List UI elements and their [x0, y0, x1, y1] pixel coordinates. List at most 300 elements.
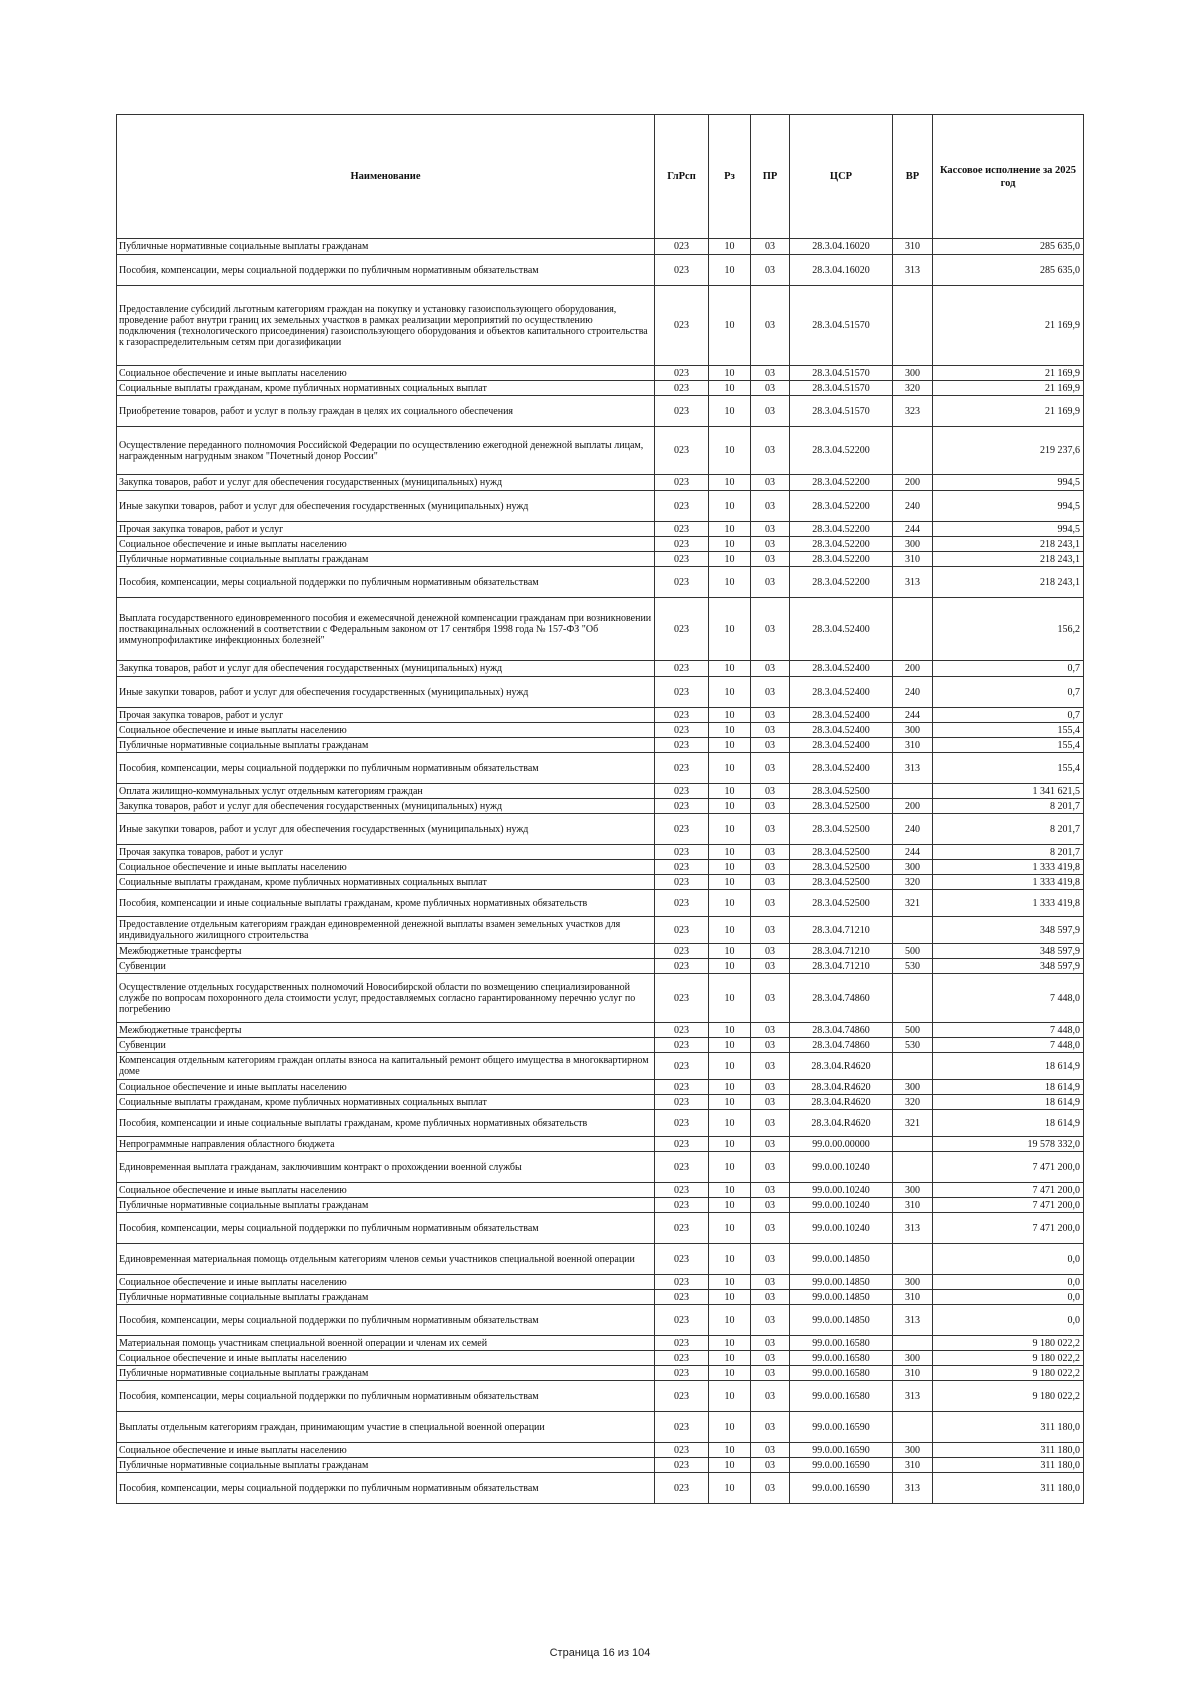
cell-name: Приобретение товаров, работ и услуг в пользу граждан в целях их социального обеспечения — [117, 396, 655, 427]
cell-amount: 218 243,1 — [933, 537, 1084, 552]
cell-pr: 03 — [751, 1412, 790, 1443]
cell-pr: 03 — [751, 875, 790, 890]
cell-rz: 10 — [709, 427, 751, 475]
cell-vr — [893, 427, 933, 475]
cell-name: Осуществление отдельных государственных полномочий Новосибирской области по возмещению специализированной службе по вопросам похоронного дела стоимости услуг, предоставляемых согласно гарантированному перечню услуг по погребению — [117, 974, 655, 1023]
cell-name: Публичные нормативные социальные выплаты гражданам — [117, 738, 655, 753]
cell-csr: 28.3.04.74860 — [790, 974, 893, 1023]
table-row — [117, 366, 1084, 381]
table-row — [117, 1213, 1084, 1244]
cell-name: Социальные выплаты гражданам, кроме публичных нормативных социальных выплат — [117, 1095, 655, 1110]
table-row — [117, 1351, 1084, 1366]
cell-csr: 28.3.04.71210 — [790, 959, 893, 974]
cell-amount: 348 597,9 — [933, 944, 1084, 959]
cell-name: Единовременная материальная помощь отдельным категориям членов семьи участников специальной военной операции — [117, 1244, 655, 1275]
header-pr: ПР — [751, 115, 790, 239]
cell-vr: 300 — [893, 366, 933, 381]
cell-amount: 1 333 419,8 — [933, 875, 1084, 890]
cell-rz: 10 — [709, 1458, 751, 1473]
cell-csr: 28.3.04.52500 — [790, 875, 893, 890]
cell-vr — [893, 286, 933, 366]
cell-rz: 10 — [709, 1351, 751, 1366]
cell-pr: 03 — [751, 1305, 790, 1336]
cell-rz: 10 — [709, 1095, 751, 1110]
cell-pr: 03 — [751, 1366, 790, 1381]
cell-rz: 10 — [709, 239, 751, 255]
table-row — [117, 917, 1084, 944]
cell-glrsp: 023 — [655, 738, 709, 753]
cell-glrsp: 023 — [655, 1412, 709, 1443]
cell-vr: 200 — [893, 799, 933, 814]
cell-name: Материальная помощь участникам специальной военной операции и членам их семей — [117, 1336, 655, 1351]
cell-name: Социальное обеспечение и иные выплаты населению — [117, 366, 655, 381]
cell-vr: 313 — [893, 1305, 933, 1336]
cell-amount: 0,0 — [933, 1244, 1084, 1275]
cell-csr: 28.3.04.51570 — [790, 286, 893, 366]
cell-glrsp: 023 — [655, 1137, 709, 1152]
cell-csr: 28.3.04.52500 — [790, 845, 893, 860]
cell-glrsp: 023 — [655, 799, 709, 814]
cell-vr: 321 — [893, 890, 933, 917]
cell-pr: 03 — [751, 396, 790, 427]
cell-pr: 03 — [751, 491, 790, 522]
cell-pr: 03 — [751, 1381, 790, 1412]
cell-vr: 300 — [893, 1183, 933, 1198]
cell-csr: 28.3.04.71210 — [790, 917, 893, 944]
cell-name: Пособия, компенсации, меры социальной поддержки по публичным нормативным обязательствам — [117, 567, 655, 598]
cell-rz: 10 — [709, 366, 751, 381]
cell-pr: 03 — [751, 959, 790, 974]
cell-csr: 28.3.04.52200 — [790, 537, 893, 552]
cell-pr: 03 — [751, 1473, 790, 1504]
table-row — [117, 860, 1084, 875]
table-row — [117, 1443, 1084, 1458]
table-row — [117, 708, 1084, 723]
cell-glrsp: 023 — [655, 890, 709, 917]
cell-vr: 313 — [893, 1381, 933, 1412]
cell-vr: 313 — [893, 255, 933, 286]
cell-csr: 28.3.04.52200 — [790, 522, 893, 537]
cell-pr: 03 — [751, 381, 790, 396]
table-row — [117, 738, 1084, 753]
cell-csr: 28.3.04.52400 — [790, 723, 893, 738]
cell-name: Социальное обеспечение и иные выплаты населению — [117, 723, 655, 738]
cell-vr: 310 — [893, 552, 933, 567]
cell-vr — [893, 1053, 933, 1080]
cell-amount: 7 448,0 — [933, 1023, 1084, 1038]
cell-name: Выплаты отдельным категориям граждан, принимающим участие в специальной военной операции — [117, 1412, 655, 1443]
cell-rz: 10 — [709, 1038, 751, 1053]
cell-glrsp: 023 — [655, 522, 709, 537]
cell-vr: 300 — [893, 1443, 933, 1458]
cell-csr: 99.0.00.16580 — [790, 1336, 893, 1351]
cell-rz: 10 — [709, 255, 751, 286]
cell-amount: 285 635,0 — [933, 255, 1084, 286]
cell-amount: 9 180 022,2 — [933, 1366, 1084, 1381]
cell-rz: 10 — [709, 784, 751, 799]
cell-glrsp: 023 — [655, 1244, 709, 1275]
cell-name: Оплата жилищно-коммунальных услуг отдельным категориям граждан — [117, 784, 655, 799]
table-row — [117, 1381, 1084, 1412]
cell-glrsp: 023 — [655, 1110, 709, 1137]
cell-name: Прочая закупка товаров, работ и услуг — [117, 522, 655, 537]
cell-csr: 28.3.04.51570 — [790, 366, 893, 381]
cell-amount: 0,0 — [933, 1275, 1084, 1290]
cell-name: Непрограммные направления областного бюджета — [117, 1137, 655, 1152]
cell-pr: 03 — [751, 522, 790, 537]
cell-amount: 7 448,0 — [933, 974, 1084, 1023]
cell-glrsp: 023 — [655, 286, 709, 366]
cell-rz: 10 — [709, 917, 751, 944]
table-header-row — [117, 115, 1084, 239]
cell-name: Прочая закупка товаров, работ и услуг — [117, 708, 655, 723]
cell-csr: 28.3.04.R4620 — [790, 1110, 893, 1137]
cell-glrsp: 023 — [655, 1152, 709, 1183]
cell-glrsp: 023 — [655, 1290, 709, 1305]
table-row — [117, 522, 1084, 537]
cell-csr: 28.3.04.R4620 — [790, 1053, 893, 1080]
cell-name: Иные закупки товаров, работ и услуг для обеспечения государственных (муниципальных) нужд — [117, 814, 655, 845]
cell-glrsp: 023 — [655, 567, 709, 598]
cell-amount: 311 180,0 — [933, 1412, 1084, 1443]
cell-name: Единовременная выплата гражданам, заключившим контракт о прохождении военной службы — [117, 1152, 655, 1183]
table-body — [117, 239, 1084, 1504]
cell-pr: 03 — [751, 1053, 790, 1080]
table-row — [117, 381, 1084, 396]
cell-vr: 300 — [893, 537, 933, 552]
cell-name: Закупка товаров, работ и услуг для обеспечения государственных (муниципальных) нужд — [117, 475, 655, 491]
cell-glrsp: 023 — [655, 1080, 709, 1095]
cell-pr: 03 — [751, 799, 790, 814]
cell-amount: 0,0 — [933, 1290, 1084, 1305]
table-row — [117, 239, 1084, 255]
cell-amount: 9 180 022,2 — [933, 1381, 1084, 1412]
cell-pr: 03 — [751, 366, 790, 381]
cell-vr: 310 — [893, 1290, 933, 1305]
cell-amount: 1 333 419,8 — [933, 890, 1084, 917]
cell-amount: 21 169,9 — [933, 396, 1084, 427]
cell-vr: 300 — [893, 1080, 933, 1095]
cell-name: Публичные нормативные социальные выплаты гражданам — [117, 1458, 655, 1473]
cell-rz: 10 — [709, 1381, 751, 1412]
cell-vr — [893, 1244, 933, 1275]
cell-amount: 21 169,9 — [933, 286, 1084, 366]
table-row — [117, 753, 1084, 784]
cell-name: Публичные нормативные социальные выплаты гражданам — [117, 239, 655, 255]
cell-amount: 8 201,7 — [933, 799, 1084, 814]
cell-vr: 300 — [893, 723, 933, 738]
cell-glrsp: 023 — [655, 1336, 709, 1351]
cell-pr: 03 — [751, 974, 790, 1023]
cell-amount: 21 169,9 — [933, 366, 1084, 381]
cell-pr: 03 — [751, 814, 790, 845]
cell-vr: 313 — [893, 753, 933, 784]
cell-csr: 99.0.00.10240 — [790, 1183, 893, 1198]
cell-pr: 03 — [751, 1244, 790, 1275]
cell-rz: 10 — [709, 567, 751, 598]
cell-amount: 1 333 419,8 — [933, 860, 1084, 875]
cell-amount: 19 578 332,0 — [933, 1137, 1084, 1152]
cell-csr: 28.3.04.52200 — [790, 475, 893, 491]
cell-pr: 03 — [751, 1443, 790, 1458]
cell-csr: 28.3.04.52400 — [790, 598, 893, 661]
cell-rz: 10 — [709, 1053, 751, 1080]
cell-glrsp: 023 — [655, 814, 709, 845]
cell-vr — [893, 1152, 933, 1183]
cell-csr: 99.0.00.10240 — [790, 1198, 893, 1213]
cell-rz: 10 — [709, 738, 751, 753]
table-row — [117, 1038, 1084, 1053]
cell-vr: 240 — [893, 814, 933, 845]
cell-name: Социальное обеспечение и иные выплаты населению — [117, 1080, 655, 1095]
cell-glrsp: 023 — [655, 784, 709, 799]
cell-glrsp: 023 — [655, 1473, 709, 1504]
cell-glrsp: 023 — [655, 552, 709, 567]
cell-name: Межбюджетные трансферты — [117, 1023, 655, 1038]
table-row — [117, 845, 1084, 860]
cell-pr: 03 — [751, 1152, 790, 1183]
cell-glrsp: 023 — [655, 1366, 709, 1381]
cell-amount: 0,7 — [933, 661, 1084, 677]
cell-rz: 10 — [709, 753, 751, 784]
cell-csr: 99.0.00.16590 — [790, 1412, 893, 1443]
cell-name: Предоставление субсидий льготным категориям граждан на покупку и установку газоиспользующего оборудования, проведение работ внутри границ их земельных участков в рамках реализации мероприятий по осуществлению подключения (технологического присоединения) газоиспользующего оборудования и объектов капитального строительства к газораспределительным сетям при догазификации — [117, 286, 655, 366]
cell-csr: 99.0.00.14850 — [790, 1290, 893, 1305]
cell-csr: 28.3.04.52400 — [790, 738, 893, 753]
cell-name: Социальные выплаты гражданам, кроме публичных нормативных социальных выплат — [117, 381, 655, 396]
cell-glrsp: 023 — [655, 1183, 709, 1198]
budget-execution-table — [116, 114, 1084, 1504]
cell-rz: 10 — [709, 814, 751, 845]
cell-csr: 99.0.00.10240 — [790, 1152, 893, 1183]
cell-pr: 03 — [751, 1290, 790, 1305]
cell-vr: 530 — [893, 1038, 933, 1053]
cell-amount: 7 471 200,0 — [933, 1183, 1084, 1198]
cell-glrsp: 023 — [655, 1213, 709, 1244]
cell-name: Социальное обеспечение и иные выплаты населению — [117, 1183, 655, 1198]
table-row — [117, 1275, 1084, 1290]
cell-pr: 03 — [751, 1183, 790, 1198]
cell-rz: 10 — [709, 598, 751, 661]
table-row — [117, 784, 1084, 799]
cell-rz: 10 — [709, 974, 751, 1023]
table-row — [117, 427, 1084, 475]
cell-glrsp: 023 — [655, 239, 709, 255]
cell-rz: 10 — [709, 1305, 751, 1336]
cell-pr: 03 — [751, 552, 790, 567]
cell-rz: 10 — [709, 381, 751, 396]
cell-csr: 28.3.04.52500 — [790, 799, 893, 814]
cell-rz: 10 — [709, 1213, 751, 1244]
cell-vr: 244 — [893, 522, 933, 537]
cell-amount: 18 614,9 — [933, 1053, 1084, 1080]
cell-glrsp: 023 — [655, 427, 709, 475]
cell-name: Межбюджетные трансферты — [117, 944, 655, 959]
cell-rz: 10 — [709, 1336, 751, 1351]
cell-amount: 7 471 200,0 — [933, 1152, 1084, 1183]
cell-amount: 348 597,9 — [933, 959, 1084, 974]
header-glrsp: ГлРсп — [655, 115, 709, 239]
cell-glrsp: 023 — [655, 1198, 709, 1213]
cell-vr: 200 — [893, 661, 933, 677]
cell-pr: 03 — [751, 255, 790, 286]
cell-name: Осуществление переданного полномочия Российской Федерации по осуществлению ежегодной денежной выплаты лицам, награжденным нагрудным знаком "Почетный донор России" — [117, 427, 655, 475]
cell-vr: 240 — [893, 491, 933, 522]
cell-csr: 99.0.00.14850 — [790, 1305, 893, 1336]
cell-vr — [893, 1137, 933, 1152]
cell-csr: 99.0.00.16590 — [790, 1443, 893, 1458]
cell-vr: 313 — [893, 567, 933, 598]
cell-vr: 244 — [893, 708, 933, 723]
cell-rz: 10 — [709, 286, 751, 366]
table-row — [117, 1290, 1084, 1305]
cell-vr: 300 — [893, 1275, 933, 1290]
cell-amount: 994,5 — [933, 475, 1084, 491]
table-row — [117, 1366, 1084, 1381]
cell-csr: 99.0.00.16580 — [790, 1381, 893, 1412]
cell-amount: 994,5 — [933, 491, 1084, 522]
cell-pr: 03 — [751, 1080, 790, 1095]
cell-name: Пособия, компенсации и иные социальные выплаты гражданам, кроме публичных нормативных обязательств — [117, 890, 655, 917]
cell-amount: 21 169,9 — [933, 381, 1084, 396]
table-row — [117, 567, 1084, 598]
cell-pr: 03 — [751, 1110, 790, 1137]
table-row — [117, 1095, 1084, 1110]
cell-pr: 03 — [751, 567, 790, 598]
cell-rz: 10 — [709, 845, 751, 860]
cell-amount: 155,4 — [933, 753, 1084, 784]
cell-vr: 310 — [893, 239, 933, 255]
cell-pr: 03 — [751, 738, 790, 753]
cell-csr: 28.3.04.71210 — [790, 944, 893, 959]
cell-vr: 244 — [893, 845, 933, 860]
cell-csr: 28.3.04.52200 — [790, 427, 893, 475]
cell-rz: 10 — [709, 708, 751, 723]
cell-pr: 03 — [751, 753, 790, 784]
cell-amount: 0,7 — [933, 677, 1084, 708]
cell-vr — [893, 784, 933, 799]
header-vr: ВР — [893, 115, 933, 239]
cell-rz: 10 — [709, 552, 751, 567]
cell-amount: 155,4 — [933, 738, 1084, 753]
cell-rz: 10 — [709, 1412, 751, 1443]
cell-pr: 03 — [751, 1275, 790, 1290]
cell-amount: 218 243,1 — [933, 567, 1084, 598]
cell-pr: 03 — [751, 1095, 790, 1110]
table-row — [117, 1023, 1084, 1038]
cell-rz: 10 — [709, 1110, 751, 1137]
cell-name: Публичные нормативные социальные выплаты гражданам — [117, 1366, 655, 1381]
table-row — [117, 537, 1084, 552]
cell-amount: 18 614,9 — [933, 1095, 1084, 1110]
cell-csr: 28.3.04.52400 — [790, 677, 893, 708]
table-row — [117, 677, 1084, 708]
cell-glrsp: 023 — [655, 1095, 709, 1110]
cell-pr: 03 — [751, 1213, 790, 1244]
cell-vr: 240 — [893, 677, 933, 708]
cell-pr: 03 — [751, 890, 790, 917]
cell-name: Пособия, компенсации, меры социальной поддержки по публичным нормативным обязательствам — [117, 1381, 655, 1412]
cell-name: Субвенции — [117, 959, 655, 974]
cell-rz: 10 — [709, 1275, 751, 1290]
cell-glrsp: 023 — [655, 537, 709, 552]
table-row — [117, 255, 1084, 286]
cell-vr: 321 — [893, 1110, 933, 1137]
cell-name: Пособия, компенсации и иные социальные выплаты гражданам, кроме публичных нормативных обязательств — [117, 1110, 655, 1137]
cell-csr: 28.3.04.52200 — [790, 552, 893, 567]
cell-name: Пособия, компенсации, меры социальной поддержки по публичным нормативным обязательствам — [117, 255, 655, 286]
table-row — [117, 1244, 1084, 1275]
cell-pr: 03 — [751, 239, 790, 255]
table-row — [117, 1458, 1084, 1473]
page-number: Страница 16 из 104 — [549, 1647, 651, 1659]
cell-vr: 300 — [893, 1351, 933, 1366]
cell-rz: 10 — [709, 1443, 751, 1458]
cell-pr: 03 — [751, 917, 790, 944]
table-row — [117, 475, 1084, 491]
cell-rz: 10 — [709, 661, 751, 677]
cell-amount: 7 471 200,0 — [933, 1213, 1084, 1244]
table-row — [117, 598, 1084, 661]
cell-amount: 7 448,0 — [933, 1038, 1084, 1053]
cell-rz: 10 — [709, 875, 751, 890]
cell-rz: 10 — [709, 959, 751, 974]
cell-name: Закупка товаров, работ и услуг для обеспечения государственных (муниципальных) нужд — [117, 661, 655, 677]
cell-rz: 10 — [709, 475, 751, 491]
cell-csr: 28.3.04.16020 — [790, 255, 893, 286]
cell-vr — [893, 917, 933, 944]
cell-csr: 99.0.00.00000 — [790, 1137, 893, 1152]
cell-vr: 200 — [893, 475, 933, 491]
cell-rz: 10 — [709, 1080, 751, 1095]
cell-glrsp: 023 — [655, 661, 709, 677]
cell-csr: 28.3.04.R4620 — [790, 1080, 893, 1095]
cell-glrsp: 023 — [655, 875, 709, 890]
cell-csr: 99.0.00.16580 — [790, 1351, 893, 1366]
cell-pr: 03 — [751, 1137, 790, 1152]
table-row — [117, 396, 1084, 427]
header-amount: Кассовое исполнение за 2025 год — [933, 115, 1084, 239]
cell-name: Социальное обеспечение и иные выплаты населению — [117, 1275, 655, 1290]
cell-pr: 03 — [751, 944, 790, 959]
cell-name: Публичные нормативные социальные выплаты гражданам — [117, 552, 655, 567]
cell-glrsp: 023 — [655, 475, 709, 491]
cell-glrsp: 023 — [655, 917, 709, 944]
cell-csr: 28.3.04.52400 — [790, 708, 893, 723]
cell-amount: 994,5 — [933, 522, 1084, 537]
cell-rz: 10 — [709, 1244, 751, 1275]
cell-rz: 10 — [709, 1366, 751, 1381]
cell-name: Закупка товаров, работ и услуг для обеспечения государственных (муниципальных) нужд — [117, 799, 655, 814]
cell-vr: 310 — [893, 1198, 933, 1213]
cell-amount: 18 614,9 — [933, 1080, 1084, 1095]
cell-name: Выплата государственного единовременного пособия и ежемесячной денежной компенсации гражданам при возникновении поствакцинальных осложнений в соответствии с Федеральным законом от 17 сентября 1998 года № 157-ФЗ "Об иммунопрофилактике инфекционных болезней" — [117, 598, 655, 661]
cell-name: Социальное обеспечение и иные выплаты населению — [117, 537, 655, 552]
cell-rz: 10 — [709, 890, 751, 917]
cell-csr: 28.3.04.52500 — [790, 860, 893, 875]
cell-vr — [893, 1412, 933, 1443]
cell-amount: 156,2 — [933, 598, 1084, 661]
table-row — [117, 959, 1084, 974]
cell-vr: 300 — [893, 860, 933, 875]
cell-csr: 99.0.00.14850 — [790, 1244, 893, 1275]
header-csr: ЦСР — [790, 115, 893, 239]
cell-glrsp: 023 — [655, 1023, 709, 1038]
table-row — [117, 890, 1084, 917]
cell-glrsp: 023 — [655, 845, 709, 860]
cell-rz: 10 — [709, 677, 751, 708]
cell-amount: 155,4 — [933, 723, 1084, 738]
